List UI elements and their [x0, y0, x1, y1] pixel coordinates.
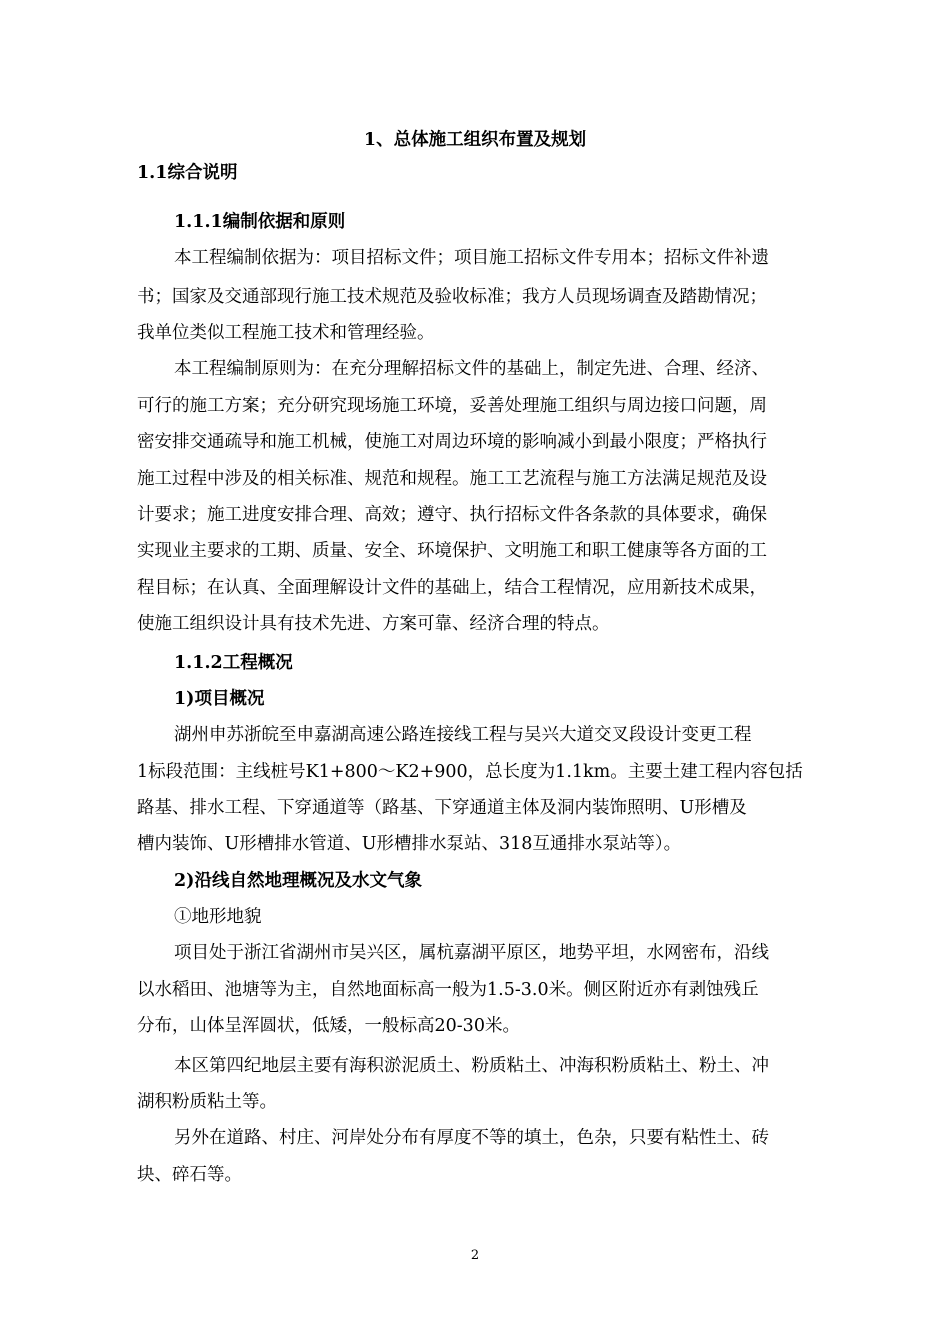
- paragraph-line: 湖积粉质粘土等。: [137, 1092, 277, 1112]
- paragraph-line: 块、碎石等。: [137, 1165, 242, 1185]
- paragraph-line: 实现业主要求的工期、质量、安全、环境保护、文明施工和职工健康等各方面的工: [137, 541, 767, 561]
- paragraph-line: 施工过程中涉及的相关标准、规范和规程。施工工艺流程与施工方法满足规范及设: [137, 469, 767, 489]
- page-title: 1、总体施工组织布置及规划: [363, 130, 587, 150]
- paragraph-line: 使施工组织设计具有技术先进、方案可靠、经济合理的特点。: [137, 614, 610, 634]
- paragraph-line: 分布，山体呈浑圆状，低矮，一般标高20-30米。: [137, 1016, 520, 1036]
- section-heading-1-1-1: 1.1.1编制依据和原则: [174, 212, 346, 232]
- paragraph-line: 书；国家及交通部现行施工技术规范及验收标准；我方人员现场调查及踏勘情况；: [137, 287, 767, 307]
- paragraph-line: 路基、排水工程、下穿通道等（路基、下穿通道主体及洞内装饰照明、U形槽及: [137, 798, 747, 818]
- paragraph-line: 以水稻田、池塘等为主，自然地面标高一般为1.5-3.0米。侧区附近亦有剥蚀残丘: [137, 980, 759, 1000]
- paragraph-line: 程目标；在认真、全面理解设计文件的基础上，结合工程情况，应用新技术成果，: [137, 578, 767, 598]
- page-number: 2: [470, 1248, 480, 1263]
- paragraph-line: 1标段范围：主线桩号K1+800～K2+900，总长度为1.1km。主要土建工程内容包括: [137, 762, 803, 782]
- subheading-natural-geography: 2)沿线自然地理概况及水文气象: [174, 871, 422, 891]
- paragraph-line: 湖州申苏浙皖至申嘉湖高速公路连接线工程与吴兴大道交叉段设计变更工程: [174, 725, 752, 745]
- section-heading-1-1-2: 1.1.2工程概况: [174, 653, 293, 673]
- paragraph-line: 密安排交通疏导和施工机械，使施工对周边环境的影响减小到最小限度；严格执行: [137, 432, 767, 452]
- section-heading-1-1: 1.1综合说明: [137, 163, 238, 183]
- paragraph-line: 本工程编制原则为：在充分理解招标文件的基础上，制定先进、合理、经济、: [174, 359, 769, 379]
- paragraph-line: 项目处于浙江省湖州市吴兴区，属杭嘉湖平原区，地势平坦，水网密布，沿线: [174, 943, 769, 963]
- paragraph-line: 另外在道路、村庄、河岸处分布有厚度不等的填土，色杂，只要有粘性土、砖: [174, 1128, 769, 1148]
- paragraph-line: 我单位类似工程施工技术和管理经验。: [137, 323, 435, 343]
- paragraph-line: 可行的施工方案；充分研究现场施工环境，妥善处理施工组织与周边接口问题，周: [137, 396, 767, 416]
- subheading-project-overview: 1)项目概况: [174, 689, 265, 709]
- paragraph-line: 槽内装饰、U形槽排水管道、U形槽排水泵站、318互通排水泵站等）。: [137, 834, 682, 854]
- paragraph-line: 计要求；施工进度安排合理、高效；遵守、执行招标文件各条款的具体要求，确保: [137, 505, 767, 525]
- subheading-terrain: ①地形地貌: [174, 907, 262, 927]
- paragraph-line: 本工程编制依据为：项目招标文件；项目施工招标文件专用本；招标文件补遗: [174, 248, 769, 268]
- paragraph-line: 本区第四纪地层主要有海积淤泥质土、粉质粘土、冲海积粉质粘土、粉土、冲: [174, 1056, 769, 1076]
